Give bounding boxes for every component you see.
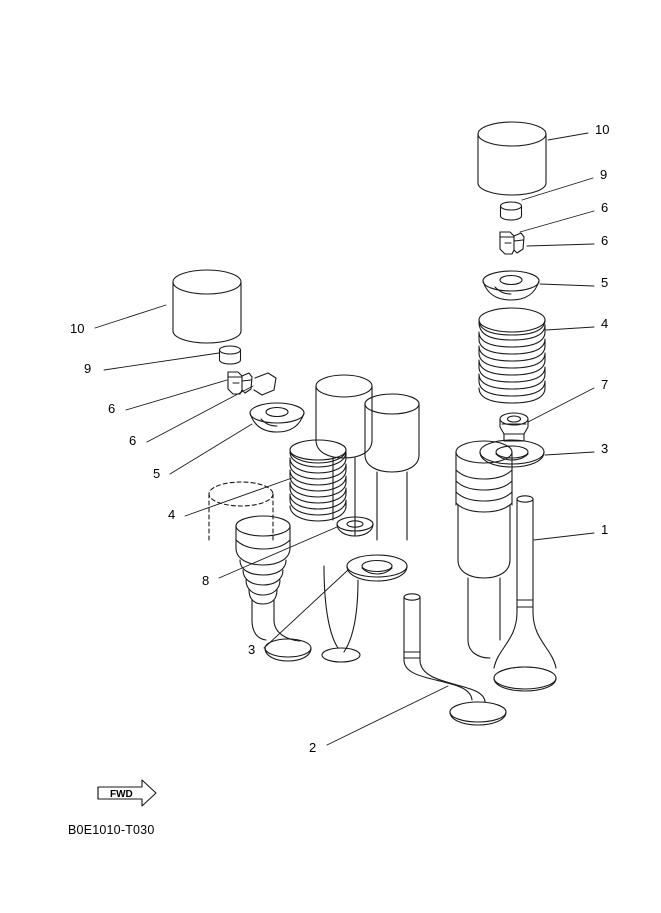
leader-lines	[95, 133, 594, 745]
callout-4-left: 4	[168, 507, 176, 522]
part-7-right-stem-seal	[500, 413, 528, 441]
part-2-center-valve	[404, 594, 506, 725]
callout-3-left: 3	[248, 642, 256, 657]
callout-10-left: 10	[70, 321, 85, 336]
part-5-left-retainer	[250, 403, 304, 432]
callout-6-left-upper: 6	[108, 401, 116, 416]
part-9-left-shim	[220, 346, 241, 364]
part-9-right-shim	[501, 202, 522, 220]
valve-guide-right	[456, 441, 512, 658]
part-1-right-valve	[494, 496, 556, 691]
part-10-right-lifter	[478, 122, 546, 195]
callout-4-right: 4	[601, 316, 609, 331]
callout-6-right-upper: 6	[601, 200, 609, 215]
part-4-right-spring	[479, 308, 545, 403]
part-5-right-retainer	[483, 271, 539, 300]
callout-9-left: 9	[84, 361, 92, 376]
callout-6-right-lower: 6	[601, 233, 609, 248]
part-6-right-cotters	[500, 232, 524, 254]
callout-2-left: 2	[309, 740, 317, 755]
valve-guide-left-rear	[209, 482, 360, 662]
valve-guide-center	[316, 375, 419, 540]
callout-3-right: 3	[601, 441, 609, 456]
part-4-center-spring	[290, 440, 346, 521]
callout-10-right: 10	[595, 122, 610, 137]
callout-6-left-lower: 6	[129, 433, 137, 448]
fwd-label: FWD	[110, 789, 133, 800]
part-6-left-cotters	[228, 372, 276, 395]
diagram-code: B0E1010-T030	[68, 823, 155, 837]
callout-1-right: 1	[601, 522, 609, 537]
callout-5-right: 5	[601, 275, 609, 290]
callout-8-left: 8	[202, 573, 210, 588]
callout-7-right: 7	[601, 377, 609, 392]
callout-9-right: 9	[600, 167, 608, 182]
part-10-left-lifter	[173, 270, 241, 343]
callout-5-left: 5	[153, 466, 161, 481]
part-3-center-spring-seat	[347, 555, 407, 581]
